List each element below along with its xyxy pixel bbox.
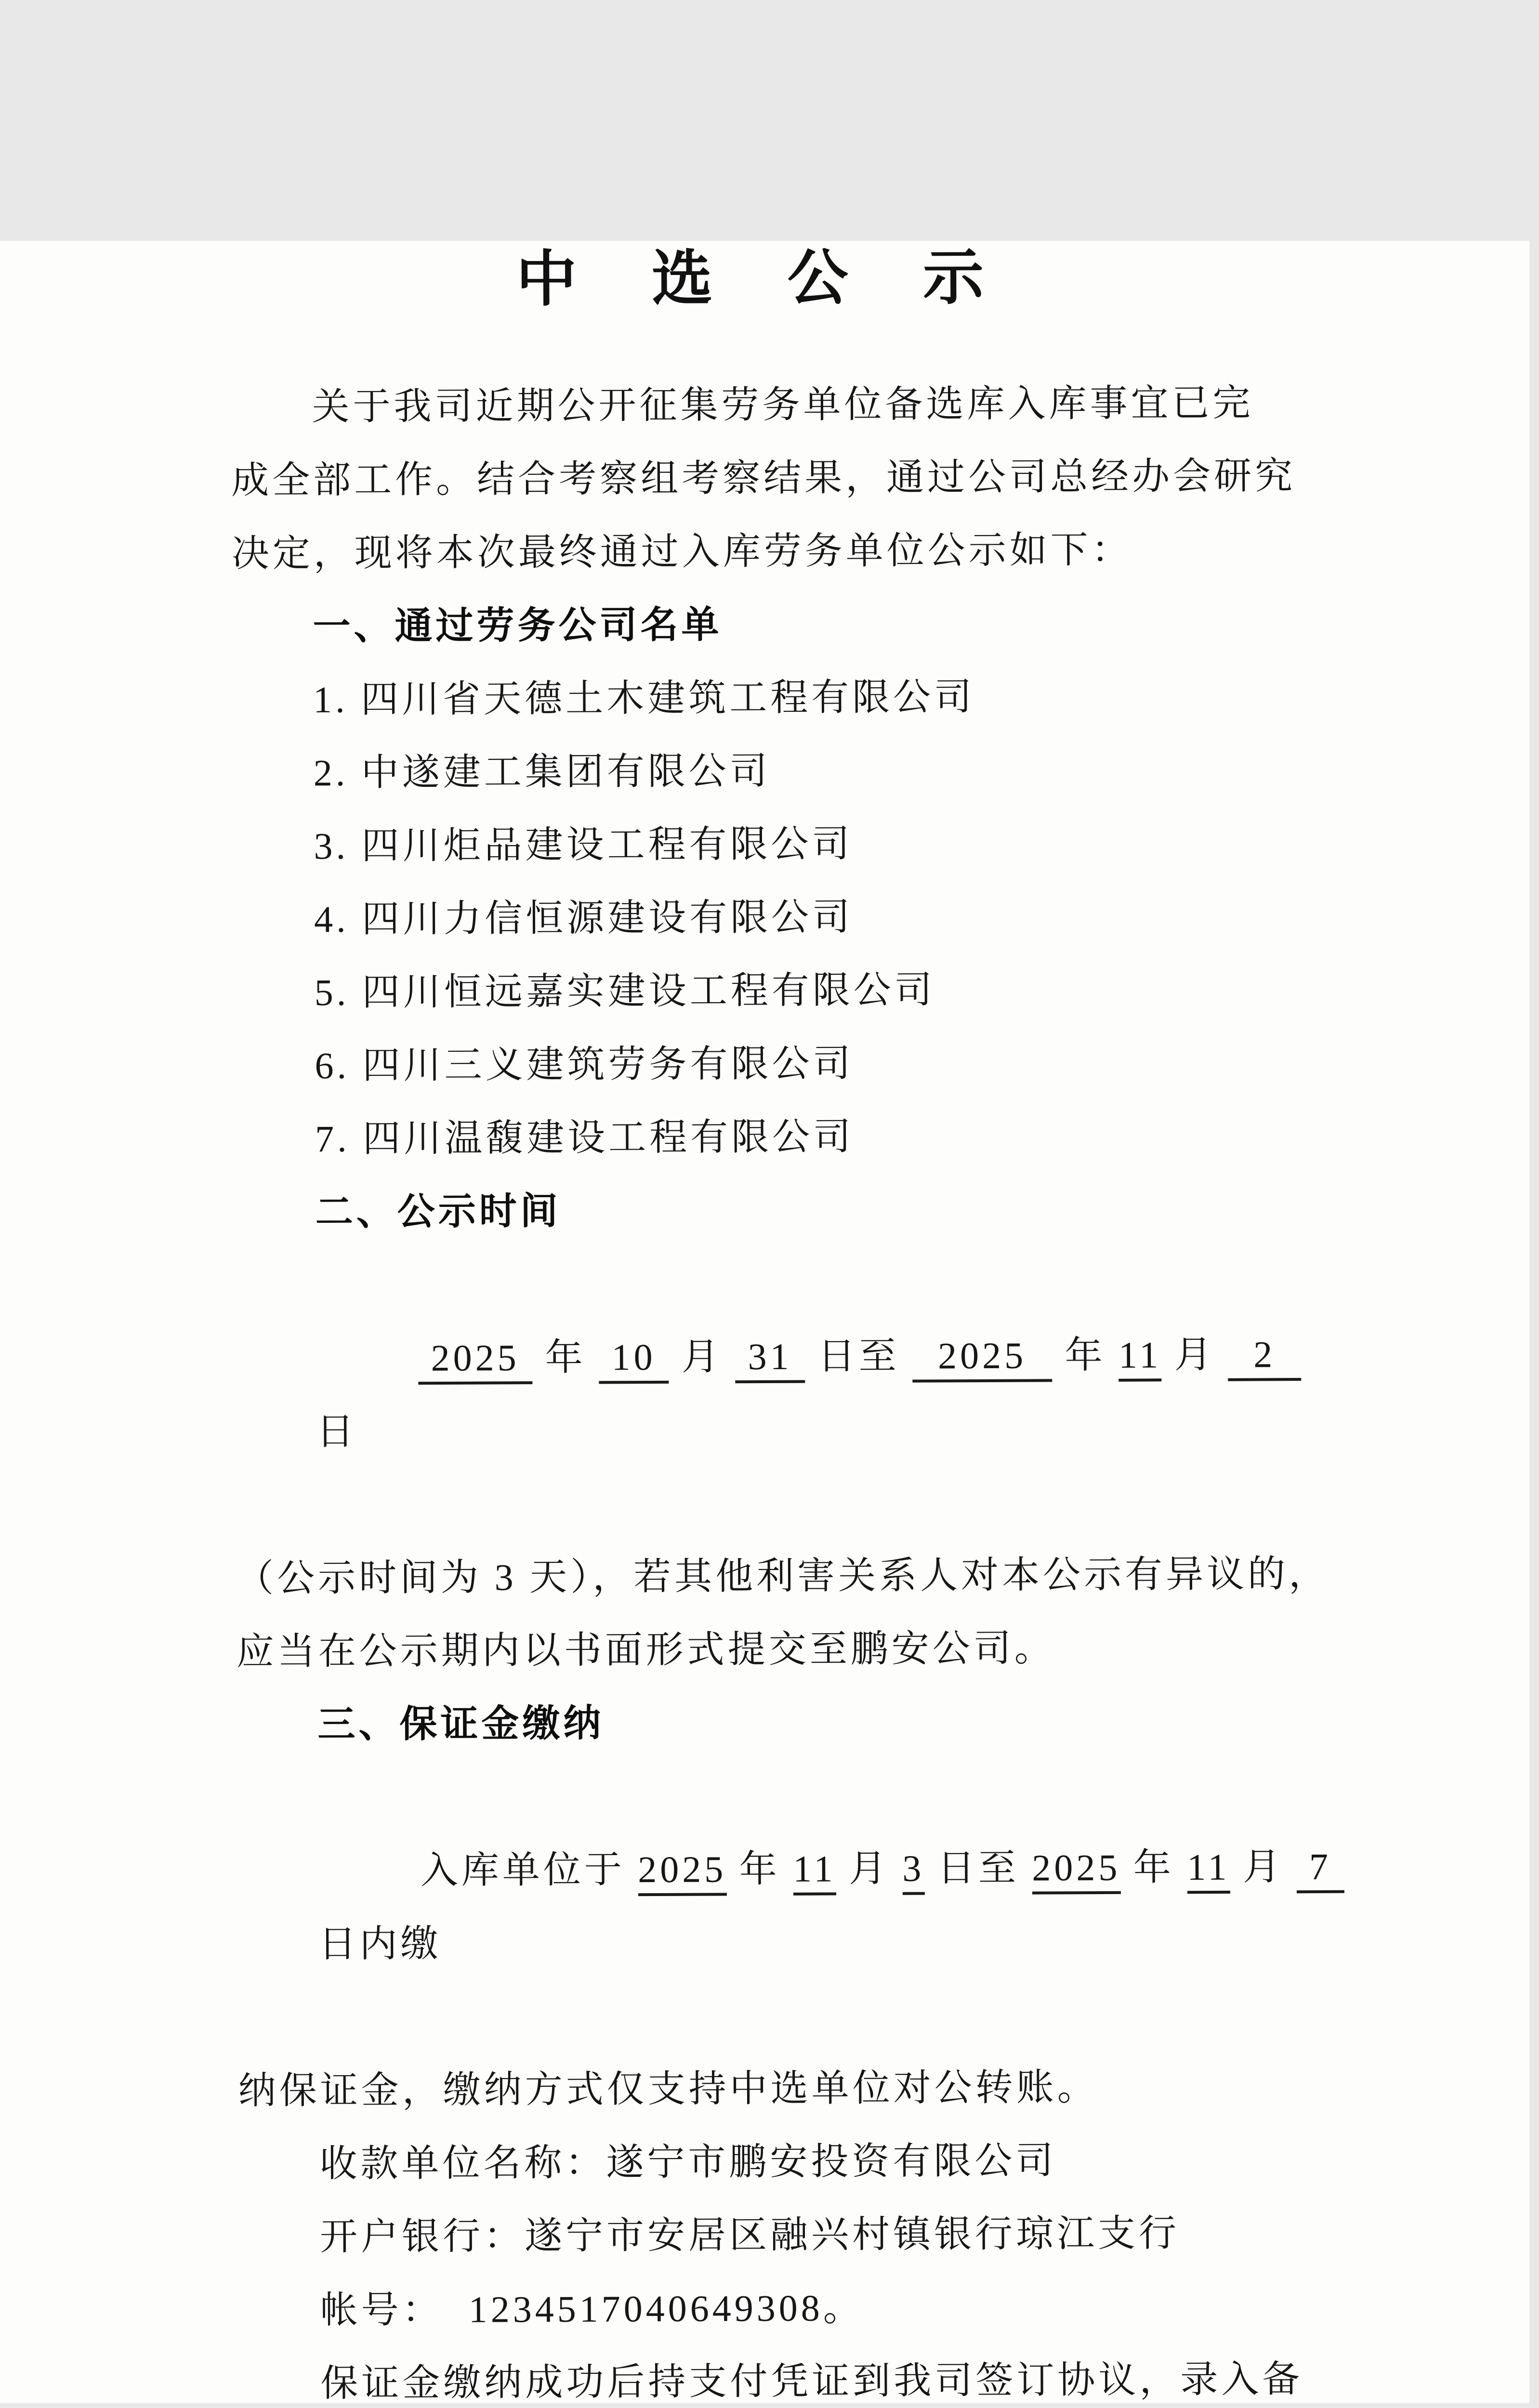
date-segment: 31 (735, 1335, 805, 1384)
bank-line: 开户银行：遂宁市安居区融兴村镇银行琼江支行 (319, 2212, 1180, 2258)
paragraph1-line1: 关于我司近期公开征集劳务单位备选库入库事宜已完 (312, 381, 1254, 428)
date-segment: 年 (1052, 1334, 1119, 1376)
pay-segment: 月 (1230, 1845, 1297, 1888)
date-segment: 2 (1228, 1333, 1301, 1381)
payee-line: 收款单位名称：遂宁市鹏安投资有限公司 (319, 2139, 1057, 2185)
publicity-date-line (235, 1244, 1333, 1542)
paragraph1-line2: 成全部工作。结合考察组考察结果，通过公司总经办会研究 (231, 455, 1296, 501)
pay-segment: 月 (836, 1847, 903, 1890)
pay-segment: 2025 (1032, 1846, 1120, 1895)
deposit-date-line (237, 1757, 1357, 2055)
scanned-document-content (0, 237, 1539, 2408)
pay-segment: 11 (793, 1847, 836, 1895)
pay-segment: 年 (1120, 1846, 1187, 1888)
closing-line: 保证金缴纳成功后持支付凭证到我司签订协议，录入备 (320, 2358, 1303, 2405)
company-list-item-7: 7. 四川温馥建设工程有限公司 (315, 1115, 855, 1160)
date-segment: 11 (1118, 1334, 1162, 1381)
section1-heading: 一、通过劳务公司名单 (313, 603, 723, 648)
deposit-line2: 纳保证金，缴纳方式仅支持中选单位对公转账。 (238, 2066, 1098, 2112)
page-title: 中 选 公 示 (516, 244, 1014, 314)
pay-segment: 3 (902, 1847, 924, 1895)
date-segment: 2025 (418, 1336, 532, 1385)
paragraph1-line3: 决定，现将本次最终通过入库劳务单位公示如下： (231, 528, 1133, 575)
pay-segment: 日至 (924, 1846, 1032, 1889)
date-segment: 日至 (804, 1335, 913, 1377)
company-list-item-1: 1. 四川省天德土木建筑工程有限公司 (313, 676, 975, 721)
pay-segment: 年 (726, 1847, 793, 1890)
document-body (0, 365, 1539, 2408)
date-segment: 年 (532, 1336, 599, 1379)
pay-segment: 11 (1187, 1846, 1230, 1894)
section2-line2: （公示时间为 3 天），若其他利害关系人对本公示有异议的， (236, 1552, 1330, 1599)
company-list-item-3: 3. 四川炬品建设工程有限公司 (314, 823, 853, 867)
company-list-item-6: 6. 四川三义建筑劳务有限公司 (315, 1042, 854, 1087)
date-segment: 日 (316, 1333, 1314, 1453)
announcement-page (0, 241, 1529, 2403)
company-list-item-2: 2. 中遂建工集团有限公司 (313, 749, 771, 794)
section2-heading: 二、公示时间 (315, 1190, 561, 1233)
pay-segment: 7 (1296, 1845, 1344, 1893)
pay-segment: 2025 (638, 1848, 726, 1896)
date-segment: 10 (599, 1336, 669, 1384)
pay-segment: 日内缴 (318, 1845, 1357, 1965)
section2-line3: 应当在公示期内以书面形式提交至鹏安公司。 (236, 1627, 1055, 1673)
account-line: 帐号： 1234517040649308。 (320, 2287, 864, 2331)
company-list-item-5: 5. 四川恒远嘉实建设工程有限公司 (314, 968, 935, 1014)
date-segment: 月 (668, 1335, 736, 1378)
date-segment: 月 (1161, 1333, 1228, 1376)
section3-heading: 三、保证金缴纳 (317, 1702, 605, 1746)
company-list-item-4: 4. 四川力信恒源建设有限公司 (314, 896, 854, 941)
date-segment: 2025 (912, 1334, 1052, 1382)
pay-segment: 入库单位于 (420, 1848, 638, 1892)
